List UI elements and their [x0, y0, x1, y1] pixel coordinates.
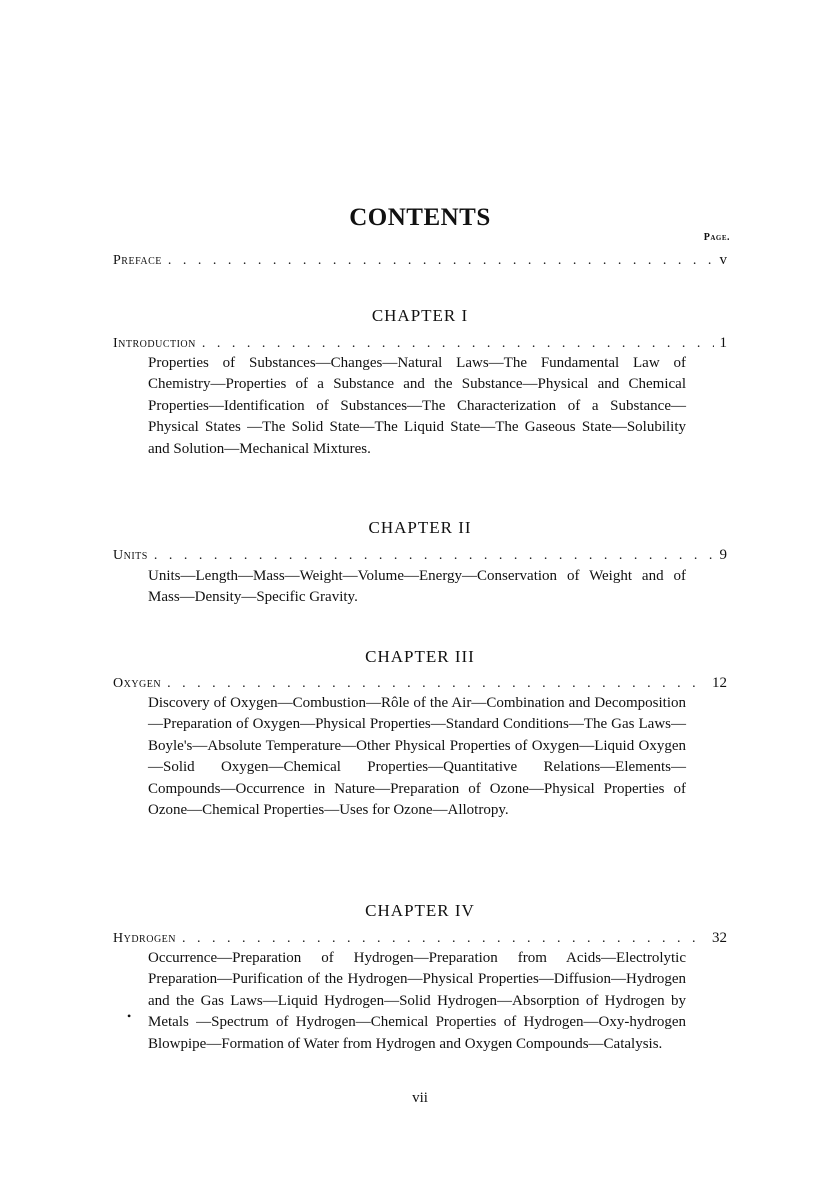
- toc-entry-page: 1: [719, 335, 727, 351]
- chapter-description: Occurrence—Preparation of Hydrogen—Preparation from Acids—Electrolytic Preparation—Purification of the Hydrogen—Physical Properties—Diffusion—Hydrogen and the Gas Laws—Liquid Hydrogen—Solid Hydrogen—Absorption of Hydrogen by Metals —Spectrum of Hydrogen—Chemical Properties of Hydrogen—Oxy-hydrogen Blowpipe—Formation of Water from Hydrogen and Oxygen Compounds—Catalysis.: [148, 950, 686, 1052]
- leader-dots: [154, 546, 714, 566]
- leader-dots: [182, 929, 706, 949]
- chapter-description: Discovery of Oxygen—Combustion—Rôle of the Air—Combination and Decomposition—Preparation of Oxygen—Physical Properties—Standard Conditions—The Gas Laws—Boyle's—Absolute Temperature—Other Physical Properties of Oxygen—Liquid Oxygen—Solid Oxygen—Chemical Properties—Quantitative Relations—Elements—Compounds—Occurrence in Nature—Preparation of Ozone—Physical Properties of Ozone—Chemical Properties—Uses for Ozone—Allotropy.: [148, 695, 686, 819]
- chapter-heading: CHAPTER III: [365, 647, 475, 666]
- toc-entry-page: 32: [712, 930, 727, 946]
- page-title: CONTENTS: [349, 204, 491, 231]
- chapter-heading: CHAPTER IV: [365, 901, 475, 920]
- toc-entry-introduction: [113, 333, 727, 354]
- leader-dots: [167, 674, 706, 694]
- toc-entry-label: Introduction: [113, 336, 196, 351]
- chapter-description: Units—Length—Mass—Weight—Volume—Energy—Conservation of Weight and of Mass—Density—Specific Gravity.: [148, 568, 686, 606]
- toc-entry-page: 9: [719, 547, 727, 563]
- toc-entry-page: v: [719, 252, 727, 268]
- toc-entry-label: Preface: [113, 253, 162, 268]
- toc-entry-preface: [113, 250, 727, 271]
- page-column-header: Page.: [703, 232, 730, 243]
- toc-entry-label: Hydrogen: [113, 931, 176, 946]
- chapter-heading: CHAPTER I: [371, 306, 469, 325]
- toc-entry-hydrogen: [113, 928, 727, 949]
- toc-entry-label: Units: [113, 548, 148, 563]
- leader-dots: [168, 251, 714, 271]
- toc-entry-page: 12: [712, 675, 727, 691]
- page-folio: vii: [412, 1090, 428, 1106]
- chapter-description: Properties of Substances—Changes—Natural Laws—The Fundamental Law of Chemistry—Properties of a Substance and the Substance—Physical and Chemical Properties—Identification of Substances—The Characterization of a Substance—Physical States —The Solid State—The Liquid State—The Gaseous State—Solubility and Solution—Mechanical Mixtures.: [148, 355, 686, 457]
- chapter-heading: CHAPTER II: [368, 518, 472, 537]
- leader-dots: [202, 334, 714, 354]
- stray-mark: •: [127, 1009, 132, 1023]
- toc-entry-label: Oxygen: [113, 676, 162, 691]
- toc-entry-oxygen: [113, 673, 727, 694]
- toc-entry-units: [113, 545, 727, 566]
